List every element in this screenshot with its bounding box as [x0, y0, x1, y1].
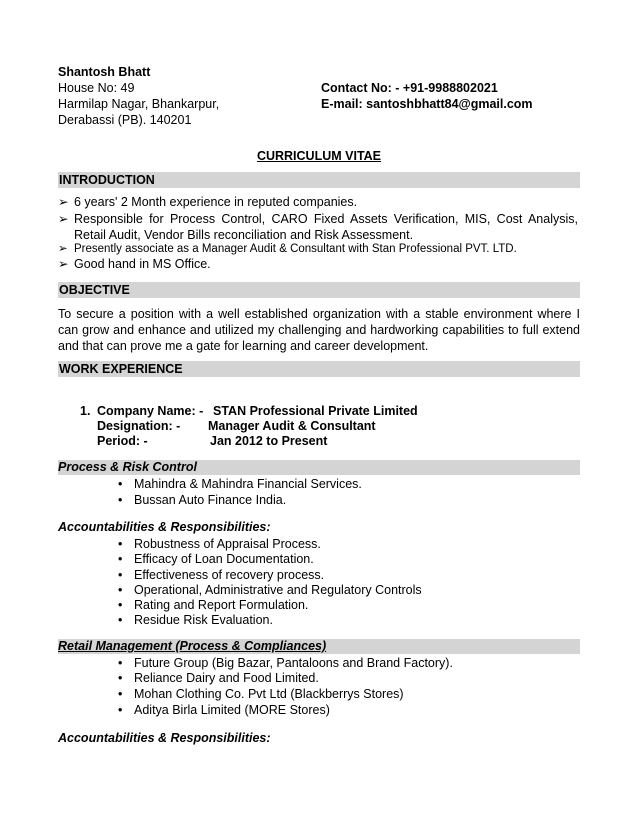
list-item: • Aditya Birla Limited (MORE Stores) — [118, 703, 330, 717]
intro-item: ➢ Presently associate as a Manager Audit & Consultant with Stan Professional PVT. LTD. — [58, 243, 517, 255]
arrow-bullet-icon: ➢ — [58, 195, 69, 209]
objective-line-1: To secure a position with a well established organization with a stable environment where I — [58, 307, 580, 321]
address-line-2: Harmilap Nagar, Bhankarpur, — [58, 97, 220, 111]
list-item: • Mohan Clothing Co. Pvt Ltd (Blackberrys Stores) — [118, 687, 404, 701]
list-item: • Rating and Report Formulation. — [118, 598, 309, 612]
list-item: • Mahindra & Mahindra Financial Services. — [118, 477, 362, 491]
section-heading-objective: OBJECTIVE — [58, 282, 580, 298]
bullet-icon: • — [118, 598, 123, 612]
period-label: Period: - — [97, 434, 148, 448]
subsection-heading-retail: Retail Management (Process & Compliances) — [58, 639, 580, 654]
bullet-icon: • — [118, 656, 123, 670]
intro-item: ➢ Good hand in MS Office. — [58, 257, 211, 271]
objective-line-3: and that can prove me a gate for learning and career development. — [58, 339, 429, 353]
document-title: CURRICULUM VITAE — [256, 149, 382, 163]
list-item: • Robustness of Appraisal Process. — [118, 537, 321, 551]
list-item: • Reliance Dairy and Food Limited. — [118, 671, 319, 685]
period-value: Jan 2012 to Present — [210, 434, 328, 448]
bullet-icon: • — [118, 477, 123, 491]
list-item: • Future Group (Big Bazar, Pantaloons and Brand Factory). — [118, 656, 453, 670]
bullet-icon: • — [118, 493, 123, 507]
intro-item: ➢ Responsible for Process Control, CARO Fixed Assets Verification, MIS, Cost Analysis, — [58, 212, 578, 226]
list-item: • Effectiveness of recovery process. — [118, 568, 325, 582]
company-label: Company Name: - — [97, 404, 204, 418]
arrow-bullet-icon: ➢ — [58, 243, 68, 255]
designation-value: Manager Audit & Consultant — [208, 419, 376, 433]
bullet-icon: • — [118, 537, 123, 551]
subsection-heading-process-risk: Process & Risk Control — [58, 460, 580, 475]
job-number: 1. — [80, 404, 91, 418]
list-item: • Residue Risk Evaluation. — [118, 613, 273, 627]
objective-line-2: can grow and enhance and utilized my challenging and hardworking capabilities to full extend — [58, 323, 580, 337]
bullet-icon: • — [118, 687, 123, 701]
subsection-heading-accountabilities: Accountabilities & Responsibilities: — [58, 520, 271, 534]
section-heading-work-experience: WORK EXPERIENCE — [58, 361, 580, 377]
email-address: E-mail: santoshbhatt84@gmail.com — [321, 97, 533, 111]
contact-number: Contact No: - +91-9988802021 — [321, 81, 498, 95]
arrow-bullet-icon: ➢ — [58, 257, 69, 271]
address-line-3: Derabassi (PB). 140201 — [58, 113, 192, 127]
section-heading-introduction: INTRODUCTION — [58, 172, 580, 188]
bullet-icon: • — [118, 583, 123, 597]
intro-item-continued: Retail Audit, Vendor Bills reconciliation and Risk Assessment. — [74, 228, 414, 242]
arrow-bullet-icon: ➢ — [58, 212, 69, 226]
bullet-icon: • — [118, 671, 123, 685]
designation-label: Designation: - — [97, 419, 181, 433]
intro-item: ➢ 6 years' 2 Month experience in reputed companies. — [58, 195, 358, 209]
list-item: • Operational, Administrative and Regulatory Controls — [118, 583, 422, 597]
address-line-1: House No: 49 — [58, 81, 135, 95]
bullet-icon: • — [118, 568, 123, 582]
company-value: STAN Professional Private Limited — [213, 404, 418, 418]
bullet-icon: • — [118, 703, 123, 717]
subsection-heading-accountabilities: Accountabilities & Responsibilities: — [58, 731, 271, 745]
bullet-icon: • — [118, 552, 123, 566]
list-item: • Efficacy of Loan Documentation. — [118, 552, 314, 566]
list-item: • Bussan Auto Finance India. — [118, 493, 287, 507]
candidate-name: Shantosh Bhatt — [58, 65, 151, 79]
bullet-icon: • — [118, 613, 123, 627]
